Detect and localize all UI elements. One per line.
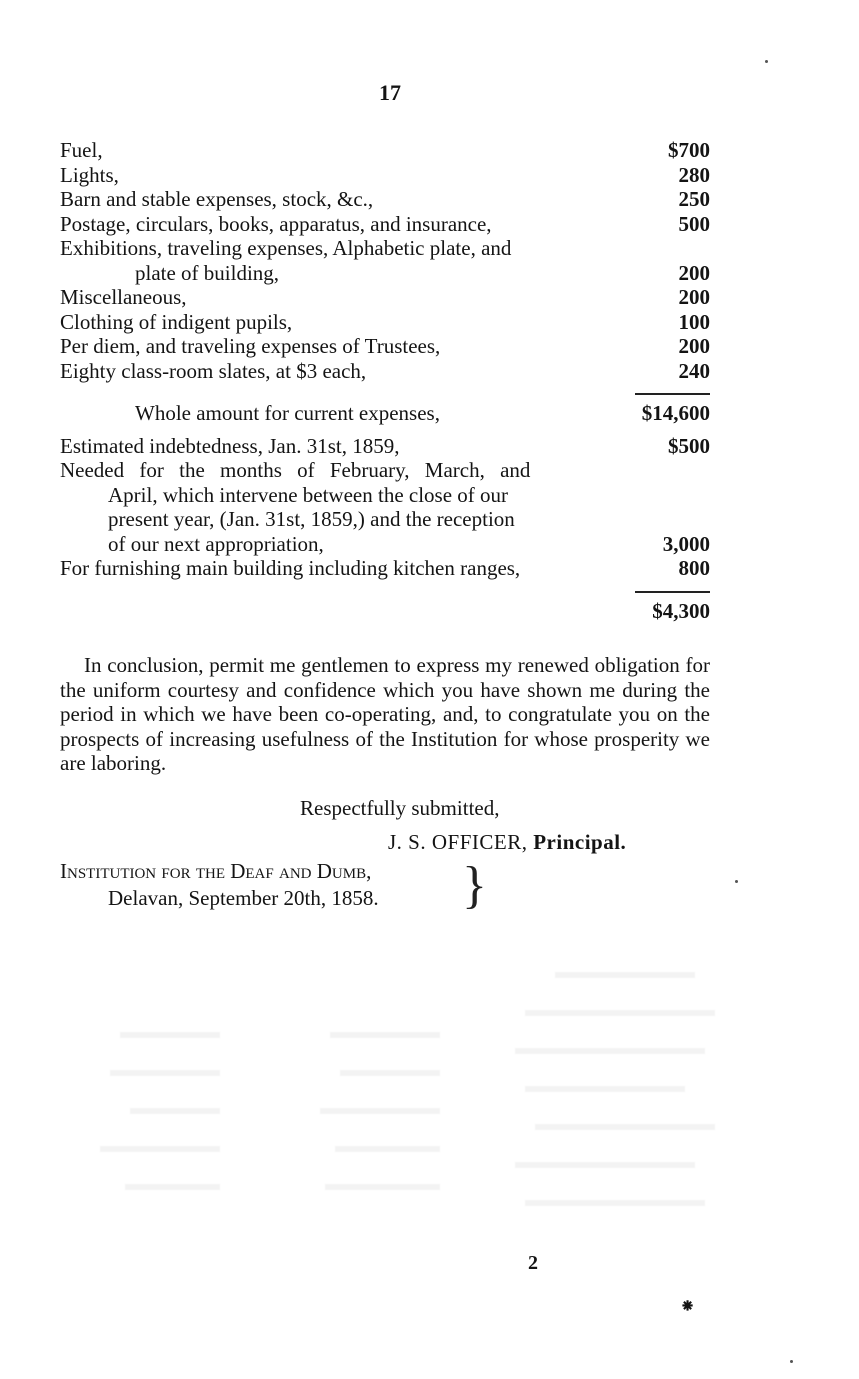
total-amount: $14,600 — [641, 401, 710, 425]
ledger-row — [60, 236, 710, 261]
ledger-label: Fuel, — [60, 138, 103, 162]
ledger-label: Eighty class-room slates, at $3 each, — [60, 358, 367, 383]
signature-mark: 2 — [528, 1252, 538, 1274]
ledger-amount: 250 — [678, 187, 710, 211]
debt-amount: 800 — [678, 556, 710, 580]
debt-label: April, which intervene between the close of our — [108, 482, 509, 507]
speck — [735, 880, 738, 883]
debt-row — [60, 507, 710, 532]
debts-total-row — [60, 599, 710, 624]
debt-amount: $500 — [668, 433, 710, 458]
debt-label: of our next appropriation, — [108, 531, 324, 556]
speck — [765, 60, 768, 63]
signature-title: Principal. — [533, 830, 627, 854]
debt-row — [60, 556, 710, 581]
debt-label: For furnishing main building including kitchen ranges, — [60, 556, 521, 580]
ledger-amount: 240 — [678, 358, 710, 383]
conclusion-text: In conclusion, permit me gentlemen to express my renewed obligation for the uniform courtesy and confidence which you have shown me during the period in which we have been co-operating, and, to congratulate you on the prospects of increasing usefulness of the Institution for whose prosperity we are laboring. — [60, 653, 710, 775]
ledger-amount: $700 — [668, 138, 710, 162]
debt-row — [60, 434, 710, 459]
debts-total-amount: $4,300 — [652, 598, 710, 623]
brace-icon: } — [462, 857, 487, 914]
address-block — [60, 858, 379, 912]
current-expenses-total-row — [60, 401, 710, 426]
closing-line: Respectfully submitted, — [300, 796, 500, 820]
ledger-amount: 200 — [678, 285, 710, 309]
debt-amount: 3,000 — [662, 531, 710, 556]
ink-blot-icon: ⁕ — [680, 1296, 696, 1316]
expense-ledger — [60, 138, 710, 623]
show-through-column — [100, 1000, 220, 1250]
debt-row — [60, 483, 710, 508]
speck — [790, 1360, 793, 1363]
ledger-row — [60, 285, 710, 310]
ledger-amount: 200 — [678, 260, 710, 285]
ledger-label: Lights, — [60, 162, 119, 187]
ledger-amount: 500 — [678, 211, 710, 236]
sum-rule — [635, 591, 710, 593]
signature-name: J. S. OFFICER, — [388, 830, 528, 854]
ledger-row — [60, 334, 710, 359]
page-number: 17 — [379, 80, 401, 105]
ledger-row — [60, 310, 710, 335]
debt-label: present year, (Jan. 31st, 1859,) and the reception — [108, 507, 515, 531]
ledger-amount: 100 — [678, 309, 710, 334]
ledger-label: Per diem, and traveling expenses of Trustees, — [60, 334, 441, 358]
ledger-label: Postage, circulars, books, apparatus, and insurance, — [60, 211, 492, 236]
ledger-row — [60, 163, 710, 188]
ledger-amount: 280 — [678, 162, 710, 187]
debt-label: Estimated indebtedness, Jan. 31st, 1859, — [60, 433, 400, 458]
ledger-label: Clothing of indigent pupils, — [60, 309, 293, 334]
ledger-row — [60, 359, 710, 384]
address-line-2: Delavan, September 20th, 1858. — [108, 886, 379, 910]
signature — [388, 830, 626, 855]
ledger-row — [60, 212, 710, 237]
ledger-row — [60, 138, 710, 163]
ledger-row — [60, 261, 710, 286]
ledger-label: plate of building, — [135, 260, 280, 285]
address-line-1: Institution for the Deaf and Dumb, — [60, 859, 372, 883]
show-through-column — [515, 940, 715, 1260]
ledger-row — [60, 187, 710, 212]
conclusion-paragraph — [60, 653, 710, 776]
ledger-label: Barn and stable expenses, stock, &c., — [60, 187, 374, 211]
sum-rule — [635, 393, 710, 395]
show-through-column — [320, 1000, 440, 1250]
debt-label: Needed for the months of February, March, and — [60, 458, 531, 482]
ledger-amount: 200 — [678, 334, 710, 358]
ledger-label: Exhibitions, traveling expenses, Alphabetic plate, and — [60, 236, 512, 260]
total-label: Whole amount for current expenses, — [135, 401, 440, 425]
debt-row — [60, 458, 710, 483]
debt-row — [60, 532, 710, 557]
ledger-label: Miscellaneous, — [60, 285, 187, 309]
